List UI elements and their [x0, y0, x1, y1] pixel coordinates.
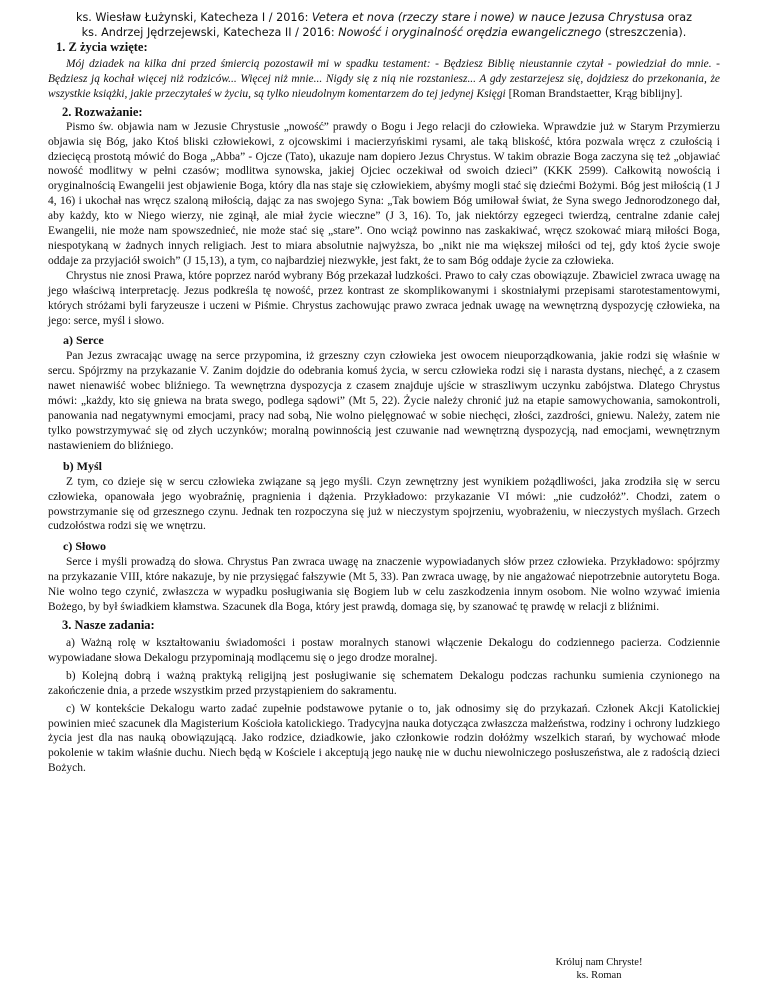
document-header [48, 10, 720, 40]
signature-line-2: ks. Roman [576, 970, 622, 981]
header-author-2: ks. Andrzej Jędrzejewski, Katecheza II / 2016: [81, 26, 339, 39]
signature [514, 956, 684, 982]
subsection-thought-heading: b) Myśl [63, 458, 102, 473]
header-line-1 [48, 10, 720, 25]
document-page [48, 10, 720, 776]
section-2-paragraph: Pismo św. objawia nam w Jezusie Chrystusie „nowość” prawdy o Bogu i Jego relacji do człowieka. Wprawdzie już w Starym Przymierzu objawia się Bóg, jako Ktoś bliski człowiekowi, z ojcowskimi i macierzyńskimi rysami, ale taką bliskość, która pozwala wręcz z czułością i dziecięcą prostotą mówić do Boga „Abba” - Ojcze (Tato), ukazuje nam dopiero Jezus Chrystus. W takim obrazie Boga zaczyna się też „objawiać nowość modlitwy w pełni czasów; modlitwa synowska, jakiej Ojciec oczekiwał od swoich dzieci” (KKK 2599). Całkowitą nowością i oryginalnością Ewangelii jest objawienie Boga, który dla nas staje się człowiekiem, abyśmy mogli stać się dziećmi Bożymi. Bóg jest miłością (1 J 4, 16) i ukochał nas wręcz szaloną miłością, dając za nas swojego Syna: „Tak bowiem Bóg umiłował świat, że Syna swego Jednorodzonego dał, aby każdy, kto w Niego wierzy, nie zginął, ale miał życie wieczne” (J 3, 16). To, jak niektórzy egzegeci twierdzą, centralne zdanie całej Ewangelii, nie może nam spowszednieć, nie może stać się „stare”. Ono wciąż powinno nas zaskakiwać, wręcz szokować miarą miłości Boga, niespotykaną w żadnych innych religiach. Jest to miara absolutnie najwyższa, bo „nikt nie ma większej miłości od tej, gdy ktoś życie swoje oddaje za przyjaciół swoich” (J 15,13), a tym, co najbardziej niezwykłe, jest fakt, że to sam Bóg oddaje życie za człowieka. [48, 120, 720, 267]
section-2-heading: 2. Rozważanie: [62, 104, 143, 119]
task-item: a) Ważną rolę w kształtowaniu świadomości i postaw moralnych stanowi włączenie Dekalogu do codziennego pacierza. Codziennie wypowiadane słowa Dekalogu przypominają modlącemu się o jego drodze moralnej. [48, 637, 720, 664]
header-line-2 [48, 25, 720, 40]
quote-text: Mój dziadek na kilka dni przed śmiercią pozostawił mi w spadku testament: - Będziesz Biblię nieustannie czytał - powiedział do mnie. - Będziesz ją kochał więcej niż rodziców... Więcej niż mnie... Nigdy się z nią nie rozstaniesz... A gdy zestarzejesz się, dojdziesz do przekonania, że wszystkie książki, jakie przeczytałeś w życiu, są tylko nieudolnym komentarzem do tej jedynej Księgi [48, 58, 720, 100]
header-suffix: (streszczenia). [601, 26, 687, 39]
header-author-1: ks. Wiesław Łużynski, Katecheza I / 2016: [75, 11, 312, 24]
section-3-heading: 3. Nasze zadania: [62, 618, 155, 632]
header-conjunction: oraz [664, 11, 693, 24]
quote-source: [Roman Brandstaetter, Krąg biblijny]. [505, 87, 683, 100]
section-2-paragraph: Chrystus nie znosi Prawa, które poprzez naród wybrany Bóg przekazał ludzkości. Prawo to cały czas obowiązuje. Zbawiciel zwraca uwagę na jego właściwą interpretację. Jezus podkreśla tę nowość, przez kontrast ze skomplikowanymi i skostniałymi przepisami starotestamentowymi, których stróżami byli faryzeusze i uczeni w Piśmie. Chrystus zachowując prawo zwraca jednak uwagę na wewnętrzną dyspozycję człowieka, na jego: serce, myśl i słowo. [48, 269, 720, 327]
subsection-thought-text: Z tym, co dzieje się w sercu człowieka związane są jego myśli. Czyn zewnętrzny jest wynikiem pożądliwości, jaka zrodziła się w sercu człowieka, opanowała jego wyobraźnię, pragnienia i dążenia. Przykładowo: przykazanie VI mówi: „nie cudzołóż”. Chodzi, zatem o powstrzymanie się od grzesznego czynu. Jednak ten rozpoczyna się już w nieczystym spojrzeniu, wyobrażeniu, w nieczystych myślach. Grzech cudzołóstwa rodzi się we wnętrzu. [48, 475, 720, 533]
task-item: c) W kontekście Dekalogu warto zadać zupełnie podstawowe pytanie o to, jak odnosimy się do przykazań. Członek Akcji Katolickiej powinien mieć szacunek dla Magisterium Kościoła katolickiego. Tradycyjna nauka dotycząca zwłaszcza małżeństwa, rodziny i ochrony ludzkiego życia jest dla nas nauką obowiązującą. Jako rodzice, dziadkowie, jako członkowie rodzin dołóżmy wszelkich starań, by wychować młode pokolenie w takim właśnie duchu. Niech będą w Kościele i akceptują jego naukę nie w duchu niewolniczego posłuszeństwa, ale z radością dzieci Bożych. [48, 702, 720, 775]
subsection-word-heading: c) Słowo [63, 539, 106, 554]
header-title-2: Nowość i oryginalność orędzia ewangelicznego [338, 26, 602, 39]
subsection-heart-text: Pan Jezus zwracając uwagę na serce przypomina, iż grzeszny czyn człowieka jest owocem nieuporządkowania, jakie rodzi się właśnie w sercu. Spójrzmy na przykazanie V. Zanim dojdzie do odebrania komuś życia, w sercu człowieka rodzi się i narasta dystans, niechęć, a z czasem nawet nienawiść wobec bliźniego. Ta wewnętrzna dyspozycja z czasem znajduje ujście w straszliwym uczynku zabójstwa. Dlatego Chrystus mówi: „każdy, kto się gniewa na brata swego, podlega sądowi” (Mt 5, 22). Życie należy chronić już na etapie samowychowania, samokontroli, panowania nad negatywnymi emocjami, pracy nad sobą, Nie wolno pielęgnować w sobie niechęci, złości, zazdrości, gniewu. Należy, zatem nie tylko powstrzymywać się od złych uczynków; moralną powinnością jest czuwanie nad wewnętrzną dyspozycją, nad emocjami, wewnętrznym nastawieniem do bliźniego. [48, 350, 720, 452]
subsection-word-text: Serce i myśli prowadzą do słowa. Chrystus Pan zwraca uwagę na znaczenie wypowiadanych słów przez człowieka. Przykładowo: spójrzmy na przykazanie VIII, które nakazuje, by nie przysięgać fałszywie (Mt 5, 33). Pan zwraca uwagę, by nie angażować niepotrzebnie autorytetu Boga. Nie wolno tego czynić, zwłaszcza w wypadku posługiwania się Bogiem lub w celu zaszkodzenia innym osobom. Nie wolno wzywać imienia Bożego, by był świadkiem kłamstwa. Szacunek dla Boga, który jest prawdą, domaga się, by szanować tę prawdę w relacji z bliźnimi. [48, 556, 720, 614]
section-1-quote [48, 57, 720, 102]
subsection-heart-heading: a) Serce [63, 333, 104, 348]
signature-line-1: Króluj nam Chryste! [555, 957, 643, 968]
header-title-1: Vetera et nova (rzeczy stare i nowe) w nauce Jezusa Chrystusa [311, 11, 665, 24]
task-item: b) Kolejną dobrą i ważną praktyką religijną jest posługiwanie się schematem Dekalogu podczas rachunku sumienia czynionego na zakończenie dnia, a przede wszystkim przed przystąpieniem do sakramentu. [48, 669, 720, 697]
section-1-heading: 1. Z życia wzięte: [56, 40, 148, 54]
